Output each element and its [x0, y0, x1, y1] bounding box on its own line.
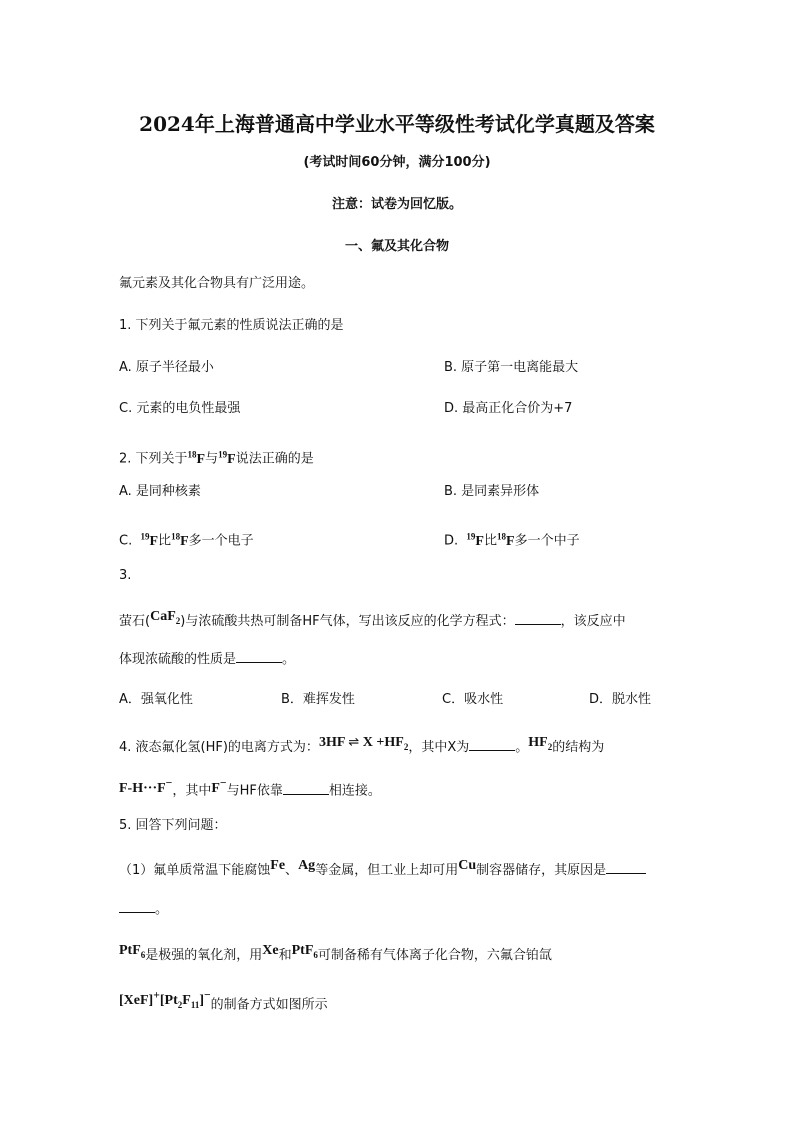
- ag-symbol: Ag: [298, 858, 316, 873]
- caf2-formula: CaF$_2$: [150, 609, 181, 626]
- q1-option-d: D. 最高正化合价为+7: [444, 401, 573, 416]
- q3-line2: 体现浓硫酸的性质是 。: [119, 652, 296, 667]
- q5-part1: （1）氟单质常温下能腐蚀Fe、Ag等金属，但工业上却可用Cu制容器储存，其原因是: [119, 861, 646, 881]
- q3-answer-blank-1[interactable]: [515, 612, 561, 625]
- isotope-f19: $^{19}$F: [218, 449, 236, 467]
- q2-option-d: D. $^{19}$F比$^{18}$F多一个中子: [444, 531, 580, 549]
- intro-text: 氟元素及其化合物具有广泛用途。: [119, 276, 315, 291]
- exam-info: (考试时间60分钟，满分100分): [303, 155, 491, 170]
- q3-option-a: A．强氧化性: [119, 692, 193, 707]
- q3-number: 3.: [119, 568, 132, 583]
- q3-answer-blank-2[interactable]: [236, 650, 282, 663]
- q4-line1: 4. 液态氟化氢(HF)的电离方式为：3HF ⇌ $X +HF_2$，其中X为 。$HF_2$的结构为: [119, 735, 605, 755]
- q1-stem: 1. 下列关于氟元素的性质说法正确的是: [119, 318, 344, 333]
- ionization-equation: 3HF ⇌ $X +HF_2$: [318, 735, 409, 752]
- q3-option-b: B．难挥发性: [281, 692, 355, 707]
- ptf6-formula: PtF$_6$: [119, 943, 146, 960]
- q5-part1-cont: 。: [119, 900, 168, 920]
- xe-symbol: Xe: [262, 943, 279, 958]
- q4-line2: F-H···F−，其中F−与HF依靠 相连接。: [119, 776, 381, 799]
- q2-option-b: B. 是同素异形体: [444, 484, 540, 499]
- hf2-formula: $HF_2$: [528, 735, 553, 752]
- q2-stem: 2. 下列关于$^{18}$F与$^{19}$F说法正确的是: [119, 449, 314, 467]
- q4-answer-blank-2[interactable]: [283, 782, 329, 795]
- cu-symbol: Cu: [458, 858, 477, 873]
- hf2-structure: F-H···F−: [119, 776, 173, 796]
- q2-option-a: A. 是同种核素: [119, 484, 201, 499]
- q5-answer-blank-1b[interactable]: [119, 900, 155, 913]
- xef-pt2f11-formula: $[XeF]^+[Pt_2F_{11}]^-$: [119, 988, 211, 1010]
- page-title: 2024年上海普通高中学业水平等级性考试化学真题及答案: [139, 112, 655, 136]
- q3-option-d: D．脱水性: [589, 692, 652, 707]
- q5-part2: PtF$_6$是极强的氧化剂，用Xe和PtF$_6$可制备稀有气体离子化合物，六氟合铂氙: [119, 943, 552, 963]
- section-heading: 一、氟及其化合物: [344, 239, 449, 254]
- exam-note: 注意：试卷为回忆版。: [331, 197, 462, 212]
- fluoride-ion: F−: [211, 776, 227, 796]
- q5-answer-blank-1a[interactable]: [606, 861, 646, 874]
- isotope-f18: $^{18}$F: [187, 449, 206, 467]
- q2-option-c: C. $^{19}$F比$^{18}$F多一个电子: [119, 531, 254, 549]
- q3-line1: 萤石(CaF$_2$)与浓硫酸共热可制备HF气体，写出该反应的化学方程式： ，该反应中: [119, 609, 626, 629]
- q1-option-a: A. 原子半径最小: [119, 360, 214, 375]
- ptf6-formula-2: PtF$_6$: [291, 943, 318, 960]
- fe-symbol: Fe: [270, 858, 286, 873]
- q3-option-c: C．吸水性: [442, 692, 504, 707]
- q1-option-c: C. 元素的电负性最强: [119, 401, 241, 416]
- q5-part3: $[XeF]^+[Pt_2F_{11}]^-$的制备方式如图所示: [119, 988, 328, 1013]
- q1-option-b: B. 原子第一电离能最大: [444, 360, 579, 375]
- q4-answer-blank-1[interactable]: [469, 738, 515, 751]
- q5-stem: 5. 回答下列问题：: [119, 818, 227, 833]
